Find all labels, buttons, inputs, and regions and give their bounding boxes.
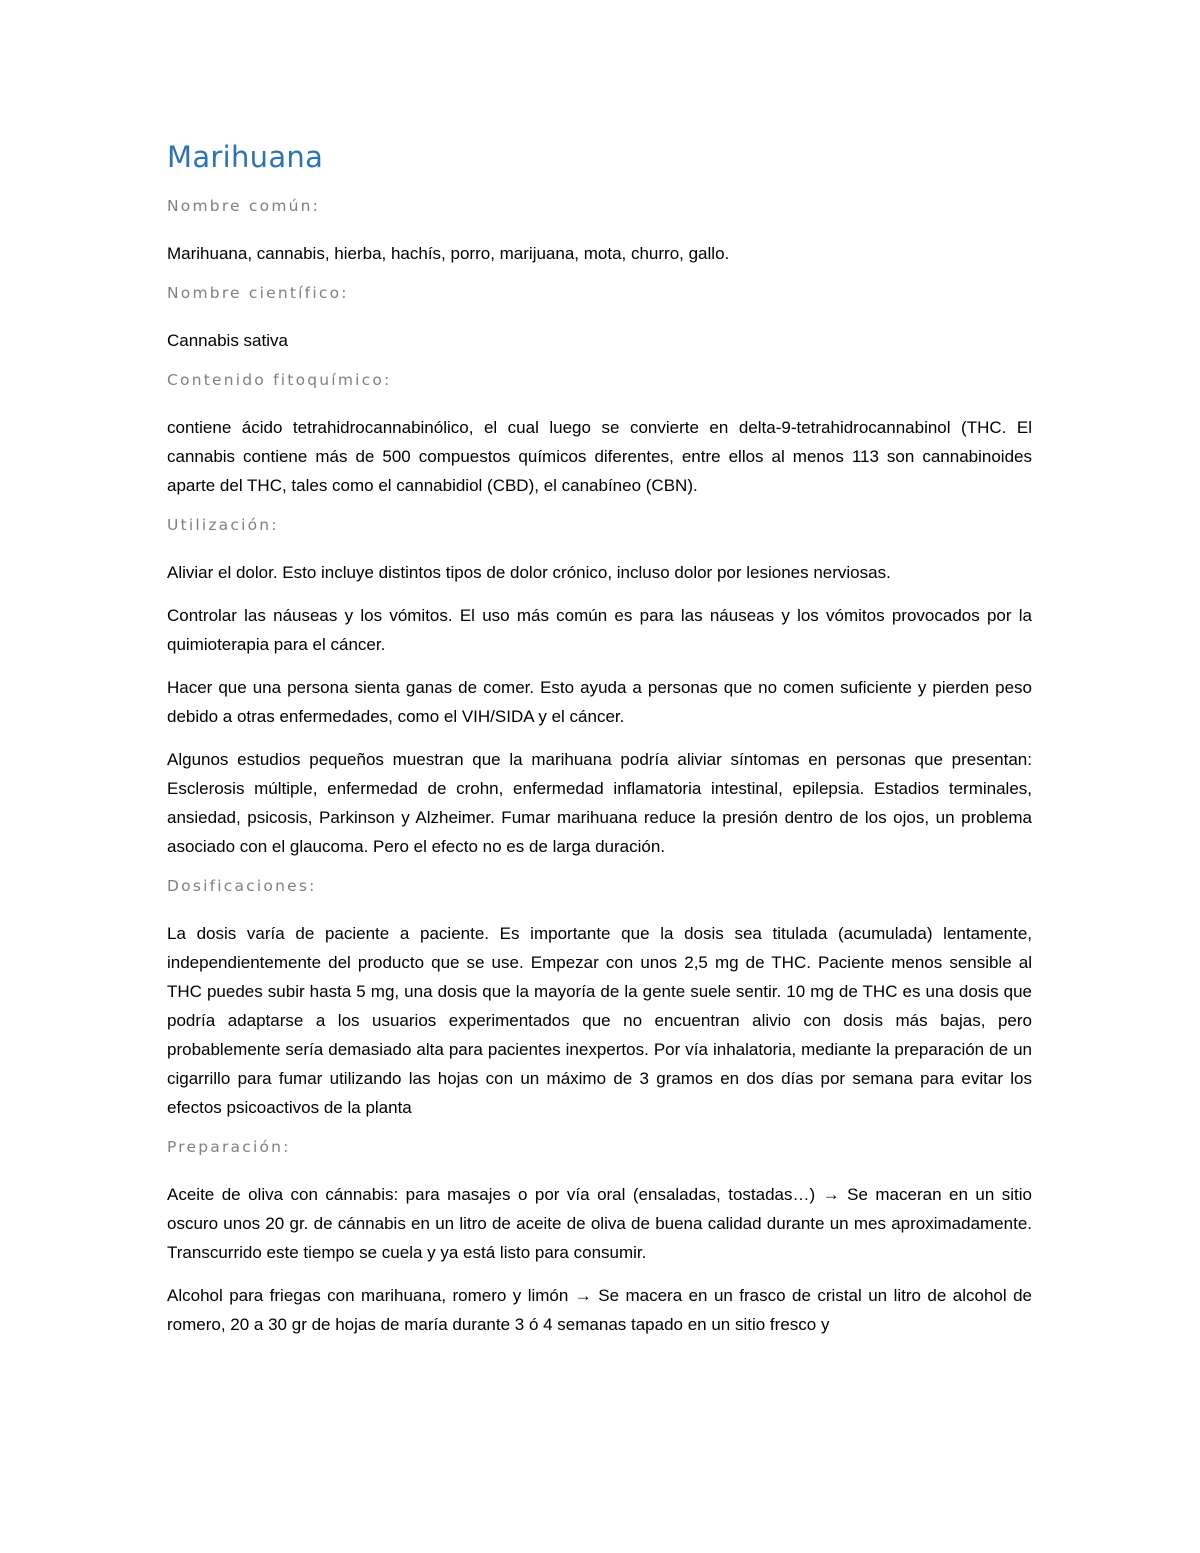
- section-heading-dosificaciones: Dosificaciones:: [167, 877, 317, 895]
- document-body: [167, 135, 1032, 1353]
- paragraph: La dosis varía de paciente a paciente. Es importante que la dosis sea titulada (acumulada) lentamente, independientemente del producto que se use. Empezar con unos 2,5 mg de THC. Paciente menos sensible al THC puedes subir hasta 5 mg, una dosis que la mayoría de la gente suele sentir. 10 mg de THC es una dosis que podría adaptarse a los usuarios experimentados que no encuentran alivio con dosis más bajas, pero probablemente sería demasiado alta para pacientes inexpertos. Por vía inhalatoria, mediante la preparación de un cigarrillo para fumar utilizando las hojas con un máximo de 3 gramos en dos días por semana para evitar los efectos psicoactivos de la planta: [167, 924, 1032, 1117]
- paragraph: Marihuana, cannabis, hierba, hachís, porro, marijuana, mota, churro, gallo.: [167, 244, 730, 263]
- section-heading-contenido-fitoquimico: Contenido fitoquímico:: [167, 371, 392, 389]
- section-heading-preparacion: Preparación:: [167, 1138, 291, 1156]
- paragraph: Hacer que una persona sienta ganas de comer. Esto ayuda a personas que no comen suficiente y pierden peso debido a otras enfermedades, como el VIH/SIDA y el cáncer.: [167, 678, 1032, 726]
- section-heading-nombre-cientifico: Nombre científico:: [167, 284, 349, 302]
- document-title: Marihuana: [167, 140, 324, 174]
- section-heading-utilizacion: Utilización:: [167, 516, 279, 534]
- section-heading-nombre-comun: Nombre común:: [167, 197, 321, 215]
- paragraph: Aceite de oliva con cánnabis: para masajes o por vía oral (ensaladas, tostadas…) → Se maceran en un sitio oscuro unos 20 gr. de cánnabis en un litro de aceite de oliva de buena calidad durante un mes aproximadamente. Transcurrido este tiempo se cuela y ya está listo para consumir.: [167, 1185, 1032, 1262]
- paragraph: Alcohol para friegas con marihuana, romero y limón → Se macera en un frasco de cristal un litro de alcohol de romero, 20 a 30 gr de hojas de maría durante 3 ó 4 semanas tapado en un sitio fresco y: [167, 1286, 1032, 1334]
- paragraph: contiene ácido tetrahidrocannabinólico, el cual luego se convierte en delta-9-tetrahidrocannabinol (THC. El cannabis contiene más de 500 compuestos químicos diferentes, entre ellos al menos 113 son cannabinoides aparte del THC, tales como el cannabidiol (CBD), el canabíneo (CBN).: [167, 418, 1032, 495]
- paragraph: Aliviar el dolor. Esto incluye distintos tipos de dolor crónico, incluso dolor por lesiones nerviosas.: [167, 563, 891, 582]
- paragraph: Controlar las náuseas y los vómitos. El uso más común es para las náuseas y los vómitos provocados por la quimioterapia para el cáncer.: [167, 606, 1032, 654]
- paragraph: Cannabis sativa: [167, 331, 288, 350]
- paragraph: Algunos estudios pequeños muestran que la marihuana podría aliviar síntomas en personas que presentan: Esclerosis múltiple, enfermedad de crohn, enfermedad inflamatoria intestinal, epilepsia. Estadios terminales, ansiedad, psicosis, Parkinson y Alzheimer. Fumar marihuana reduce la presión dentro de los ojos, un problema asociado con el glaucoma. Pero el efecto no es de larga duración.: [167, 750, 1032, 856]
